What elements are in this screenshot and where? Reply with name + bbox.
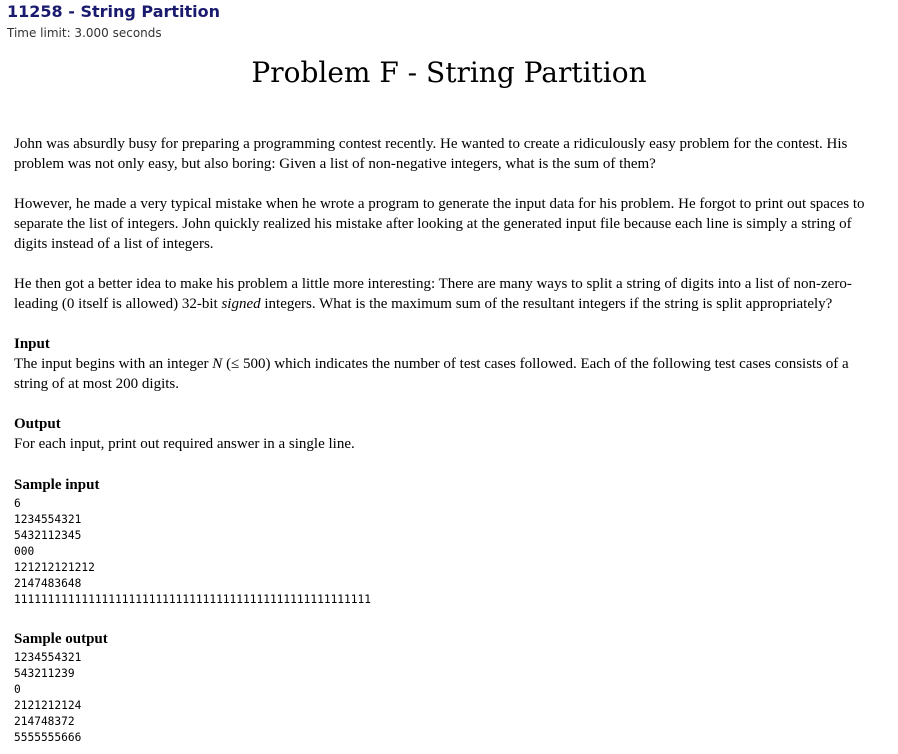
output-description: For each input, print out required answer in a single line.	[14, 436, 355, 452]
input-desc-part2: (≤ 500) which indicates the number of test cases followed. Each of the following test cases consists of a string of at most 200 digits.	[14, 356, 849, 392]
sample-input-block: 6 1234554321 5432112345 000 121212121212 2147483648 11111111111111111111111111111111111111111111111111111	[14, 497, 371, 606]
signed-emphasis: signed	[221, 296, 261, 312]
input-description	[14, 354, 884, 394]
input-desc-part1: The input begins with an integer	[14, 356, 213, 372]
problem-body	[14, 134, 884, 746]
paragraph-idea	[14, 274, 884, 314]
sample-output-block: 1234554321 543211239 0 2121212124 214748372 5555555666	[14, 651, 82, 744]
paragraph-idea-part1: He then got a better idea to make his problem a little more interesting: There are many ways to split a string of digits into a list of non-zero-leading (0 itself is allowed) 32-bit	[14, 276, 852, 312]
paragraph-intro: John was absurdly busy for preparing a programming contest recently. He wanted to create a ridiculously easy problem for the contest. His problem was not only easy, but also boring: Given a list of non-negative integers, what is the sum of them?	[14, 136, 848, 172]
variable-n: N	[212, 356, 223, 372]
page-title: Problem F - String Partition	[251, 56, 647, 89]
paragraph-idea-part2: integers. What is the maximum sum of the resultant integers if the string is split appropriately?	[260, 296, 833, 312]
time-limit: Time limit: 3.000 seconds	[7, 26, 162, 40]
problem-header-title: 11258 - String Partition	[7, 2, 221, 21]
sample-input-heading: Sample input	[14, 477, 100, 493]
output-heading: Output	[14, 416, 61, 432]
paragraph-mistake: However, he made a very typical mistake when he wrote a program to generate the input data for his problem. He forgot to print out spaces to separate the list of integers. John quickly realized his mistake after looking at the generated input file because each line is simply a string of digits instead of a list of integers.	[14, 196, 865, 252]
input-heading: Input	[14, 336, 50, 352]
sample-output-heading: Sample output	[14, 631, 108, 647]
